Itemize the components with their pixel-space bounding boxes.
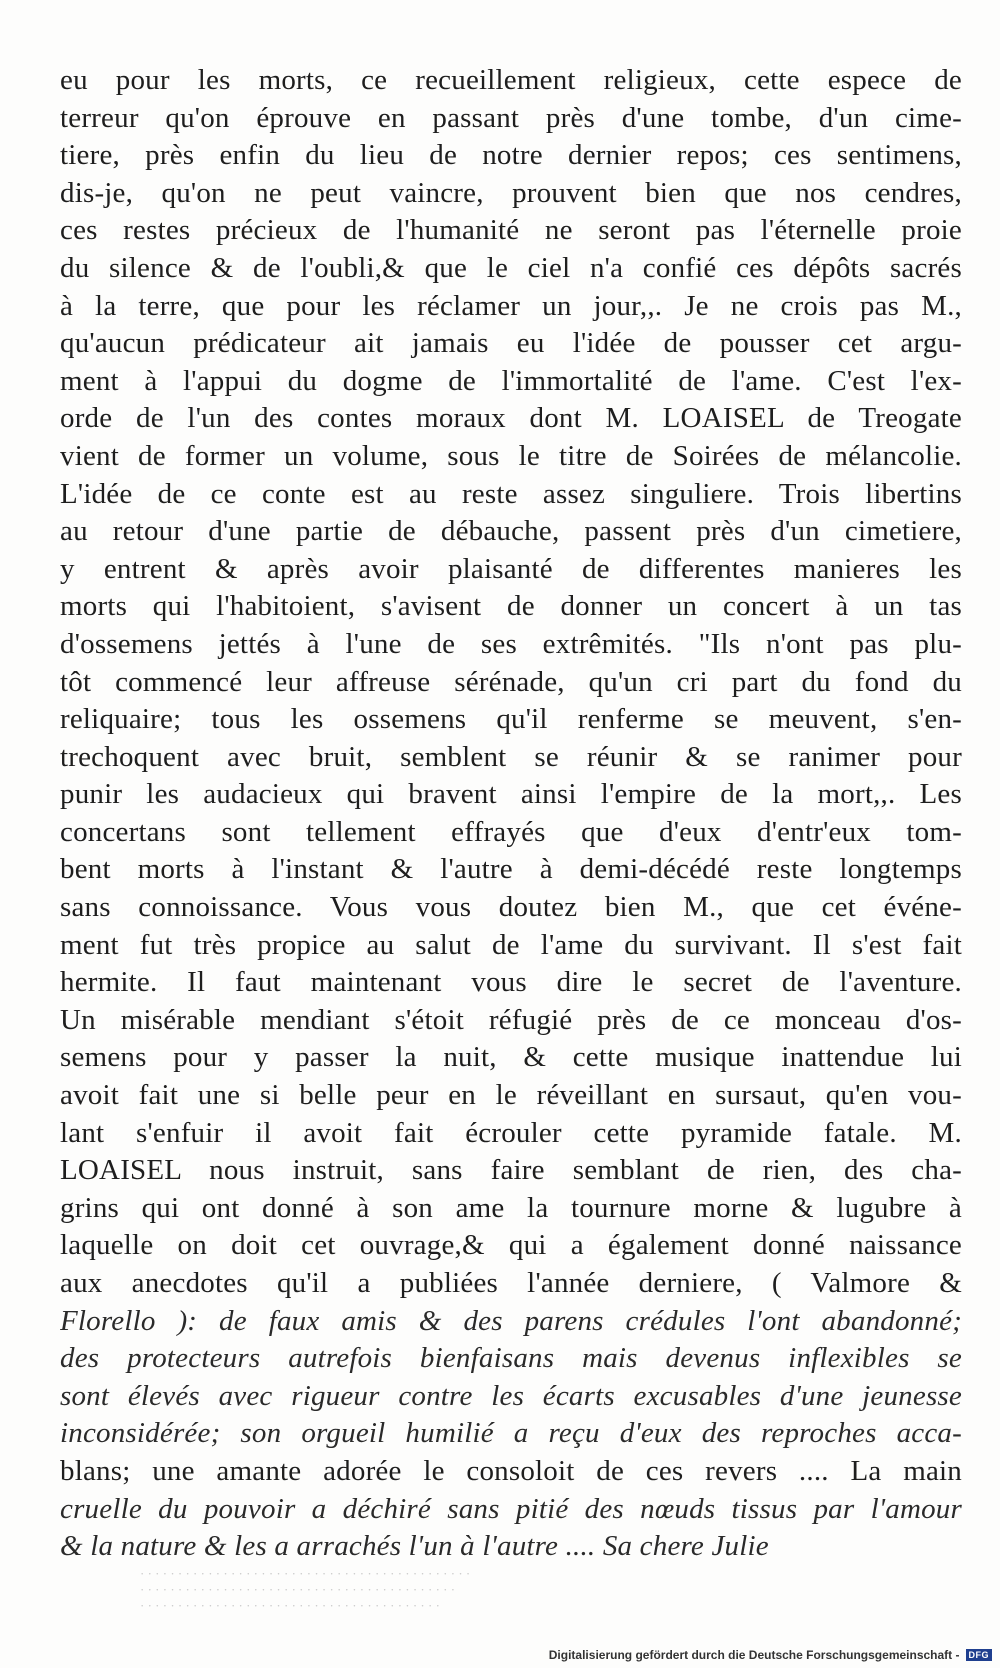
text-line-1: eu pour les morts, ce recueillement religieux, cette espece de: [60, 64, 962, 96]
text-line-21: concertans sont tellement effrayés que d'eux d'entr'eux tom-: [60, 815, 962, 848]
text-line-22: bent morts à l'instant & l'autre à demi-décédé reste longtemps: [60, 853, 962, 886]
text-line-24: ment fut très propice au salut de l'ame du survivant. Il s'est fait: [60, 928, 962, 961]
body-text: [60, 62, 962, 1566]
text-line-8: qu'aucun prédicateur ait jamais eu l'idée de pousser cet argu-: [60, 327, 962, 360]
text-line-33: aux anecdotes qu'il a publiées l'année derniere, ( Valmore &: [60, 1267, 962, 1299]
text-line-39: cruelle du pouvoir a déchiré sans pitié des nœuds tissus par l'amour: [60, 1492, 962, 1525]
text-line-16: d'ossemens jettés à l'une de ses extrêmités. "Ils n'ont pas plu-: [60, 627, 962, 660]
text-line-6: du silence & de l'oubli,& que le ciel n'a confié ces dépôts sacrés: [60, 251, 962, 284]
text-line-4: dis-je, qu'on ne peut vaincre, prouvent bien que nos cendres,: [60, 176, 962, 209]
text-line-36: sont élevés avec rigueur contre les écarts excusables d'une jeunesse: [60, 1379, 962, 1412]
text-line-10: orde de l'un des contes moraux dont M. LOAISEL de Treogate: [60, 402, 962, 435]
text-line-13: au retour d'une partie de débauche, passent près d'un cimetiere,: [60, 515, 962, 548]
text-line-2: terreur qu'on éprouve en passant près d'une tombe, d'un cime-: [60, 101, 962, 134]
text-line-30: LOAISEL nous instruit, sans faire semblant de rien, des cha-: [60, 1154, 962, 1187]
bleed-through-text: [140, 1566, 900, 1614]
bleed-through-line: · · · · · · · · · · · · · · · · · · · · · · · · · · · · · · · · · · · · · · · · · · · ·: [140, 1566, 471, 1581]
text-line-40: & la nature & les a arrachés l'un à l'autre .... Sa chere Julie: [60, 1530, 769, 1563]
text-line-9: ment à l'appui du dogme de l'immortalité de l'ame. C'est l'ex-: [60, 364, 962, 397]
text-line-34: Florello ): de faux amis & des parens crédules l'ont abandonné;: [60, 1304, 962, 1337]
text-line-20: punir les audacieux qui bravent ainsi l'empire de la mort,,. Les: [60, 778, 962, 811]
text-line-23: sans connoissance. Vous vous doutez bien M., que cet événe-: [60, 891, 962, 924]
footer-credit: Digitalisierung gefördert durch die Deutsche Forschungsgemeinschaft -: [548, 1648, 960, 1662]
text-line-26: Un misérable mendiant s'étoit réfugié près de ce monceau d'os-: [60, 1003, 962, 1036]
text-line-14: y entrent & après avoir plaisanté de differentes manieres les: [60, 552, 962, 585]
digitization-footer: [549, 1648, 992, 1662]
text-line-32: laquelle on doit cet ouvrage,& qui a également donné naissance: [60, 1229, 962, 1262]
text-line-15: morts qui l'habitoient, s'avisent de donner un concert à un tas: [60, 590, 962, 623]
text-line-28: avoit fait une si belle peur en le réveillant en sursaut, qu'en vou-: [60, 1079, 962, 1112]
text-line-29: lant s'enfuir il avoit fait écrouler cette pyramide fatale. M.: [60, 1116, 962, 1149]
text-line-12: L'idée de ce conte est au reste assez singuliere. Trois libertins: [60, 477, 962, 510]
text-line-3: tiere, près enfin du lieu de notre dernier repos; ces sentimens,: [60, 139, 962, 172]
text-line-27: semens pour y passer la nuit, & cette musique inattendue lui: [60, 1041, 962, 1074]
text-line-38: blans; une amante adorée le consoloit de ces revers .... La main: [60, 1454, 962, 1487]
dfg-logo-icon: DFG: [966, 1649, 993, 1661]
text-line-11: vient de former un volume, sous le titre de Soirées de mélancolie.: [60, 439, 962, 472]
text-line-31: grins qui ont donné à son ame la tournure morne & lugubre à: [60, 1191, 962, 1224]
text-line-5: ces restes précieux de l'humanité ne seront pas l'éternelle proie: [60, 214, 962, 247]
text-line-18: reliquaire; tous les ossemens qu'il renferme se meuvent, s'en-: [60, 703, 962, 736]
text-line-37: inconsidérée; son orgueil humilié a reçu d'eux des reproches acca-: [60, 1417, 962, 1450]
text-line-7: à la terre, que pour les réclamer un jour,,. Je ne crois pas M.,: [60, 289, 962, 322]
bleed-through-line: · · · · · · · · · · · · · · · · · · · · · · · · · · · · · · · · · · · · · · · ·: [140, 1598, 440, 1613]
bleed-through-line: · · · · · · · · · · · · · · · · · · · · · · · · · · · · · · · · · · · · · · · · · ·: [140, 1582, 456, 1597]
text-line-17: tôt commencé leur affreuse sérénade, qu'un cri part du fond du: [60, 665, 962, 698]
text-line-25: hermite. Il faut maintenant vous dire le secret de l'aventure.: [60, 966, 962, 999]
text-line-35: des protecteurs autrefois bienfaisans mais devenus inflexibles se: [60, 1342, 962, 1375]
text-line-19: trechoquent avec bruit, semblent se réunir & se ranimer pour: [60, 740, 962, 773]
